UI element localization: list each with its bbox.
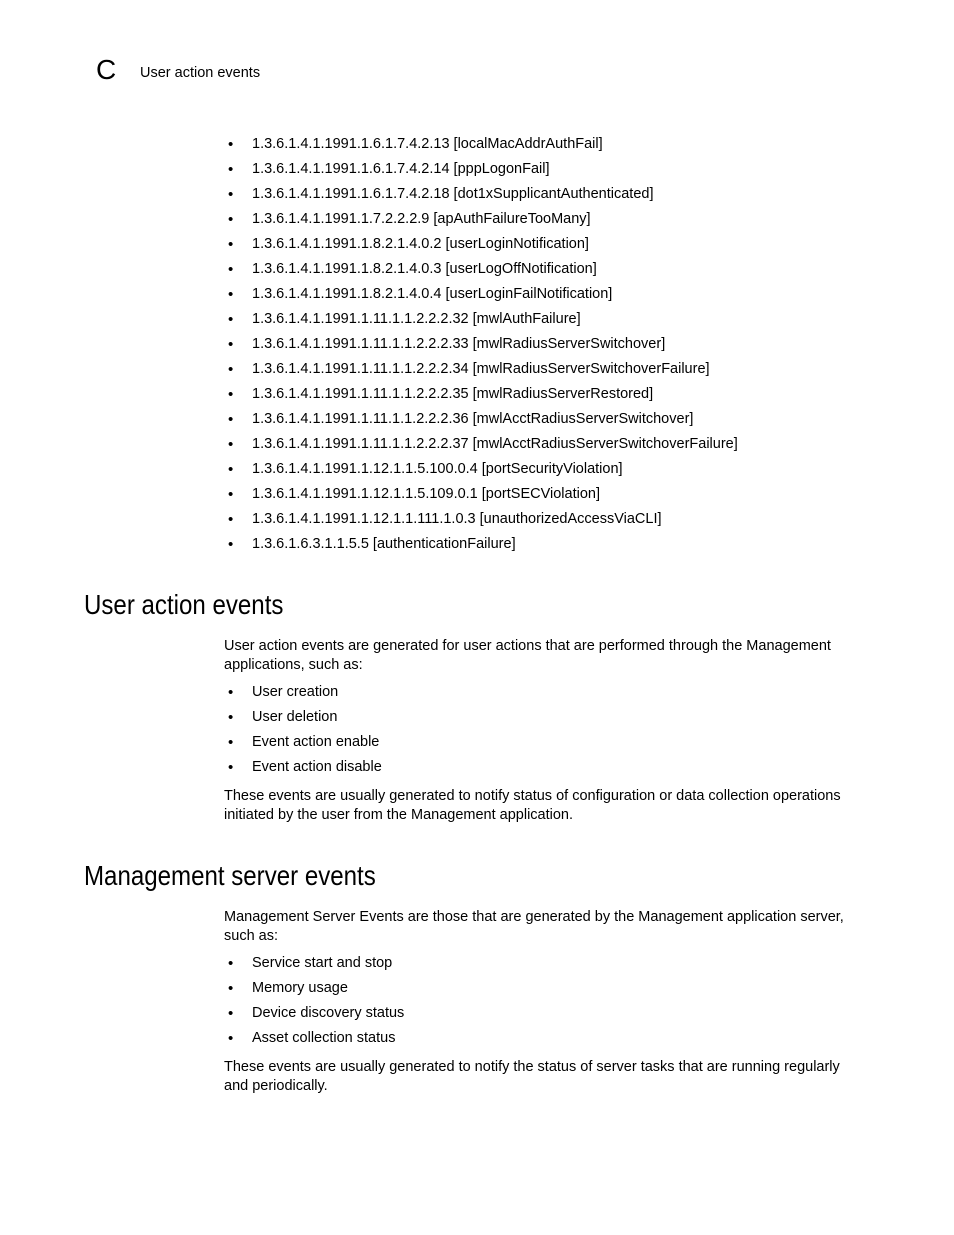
list-item: • 1.3.6.1.4.1.1991.1.12.1.1.5.100.0.4 [portSecurityViolation] xyxy=(228,457,738,482)
list-item: • Device discovery status xyxy=(228,1001,404,1026)
list-item: • Memory usage xyxy=(228,976,404,1001)
list-item: • User creation xyxy=(228,680,382,705)
list-item: • 1.3.6.1.6.3.1.1.5.5 [authenticationFailure] xyxy=(228,532,738,557)
trap-oid-list xyxy=(228,132,738,557)
list-item: • 1.3.6.1.4.1.1991.1.12.1.1.5.109.0.1 [portSECViolation] xyxy=(228,482,738,507)
user-action-outro: These events are usually generated to notify status of configuration or data collection operations initiated by the user from the Management application. xyxy=(224,788,841,823)
list-item: • 1.3.6.1.4.1.1991.1.8.2.1.4.0.4 [userLoginFailNotification] xyxy=(228,282,738,307)
list-item: • 1.3.6.1.4.1.1991.1.11.1.1.2.2.2.33 [mwlRadiusServerSwitchover] xyxy=(228,332,738,357)
list-item: • 1.3.6.1.4.1.1991.1.6.1.7.4.2.18 [dot1xSupplicantAuthenticated] xyxy=(228,182,738,207)
list-item: • 1.3.6.1.4.1.1991.1.11.1.1.2.2.2.34 [mwlRadiusServerSwitchoverFailure] xyxy=(228,357,738,382)
list-item: • Event action enable xyxy=(228,730,382,755)
list-item: • 1.3.6.1.4.1.1991.1.7.2.2.2.9 [apAuthFailureTooMany] xyxy=(228,207,738,232)
list-item: • 1.3.6.1.4.1.1991.1.8.2.1.4.0.2 [userLoginNotification] xyxy=(228,232,738,257)
user-action-list xyxy=(228,680,382,780)
list-item: • 1.3.6.1.4.1.1991.1.11.1.1.2.2.2.35 [mwlRadiusServerRestored] xyxy=(228,382,738,407)
management-server-events-heading: Management server events xyxy=(84,860,376,891)
appendix-letter: C xyxy=(96,54,117,85)
management-server-outro: These events are usually generated to notify the status of server tasks that are running regularly and periodically. xyxy=(224,1059,840,1094)
list-item: • 1.3.6.1.4.1.1991.1.11.1.1.2.2.2.32 [mwlAuthFailure] xyxy=(228,307,738,332)
list-item: • 1.3.6.1.4.1.1991.1.12.1.1.111.1.0.3 [unauthorizedAccessViaCLI] xyxy=(228,507,738,532)
management-server-list xyxy=(228,951,404,1051)
list-item: • Service start and stop xyxy=(228,951,404,976)
list-item: • 1.3.6.1.4.1.1991.1.11.1.1.2.2.2.37 [mwlAcctRadiusServerSwitchoverFailure] xyxy=(228,432,738,457)
running-header-title: User action events xyxy=(140,65,261,81)
user-action-intro: User action events are generated for user actions that are performed through the Management applications, such as: xyxy=(224,638,831,673)
management-server-intro: Management Server Events are those that are generated by the Management application server, such as: xyxy=(224,909,844,944)
list-item: • Asset collection status xyxy=(228,1026,404,1051)
list-item: • 1.3.6.1.4.1.1991.1.11.1.1.2.2.2.36 [mwlAcctRadiusServerSwitchover] xyxy=(228,407,738,432)
list-item: • 1.3.6.1.4.1.1991.1.6.1.7.4.2.13 [localMacAddrAuthFail] xyxy=(228,132,738,157)
user-action-events-heading: User action events xyxy=(84,589,284,620)
list-item: • Event action disable xyxy=(228,755,382,780)
list-item: • User deletion xyxy=(228,705,382,730)
list-item: • 1.3.6.1.4.1.1991.1.6.1.7.4.2.14 [pppLogonFail] xyxy=(228,157,738,182)
list-item: • 1.3.6.1.4.1.1991.1.8.2.1.4.0.3 [userLogOffNotification] xyxy=(228,257,738,282)
